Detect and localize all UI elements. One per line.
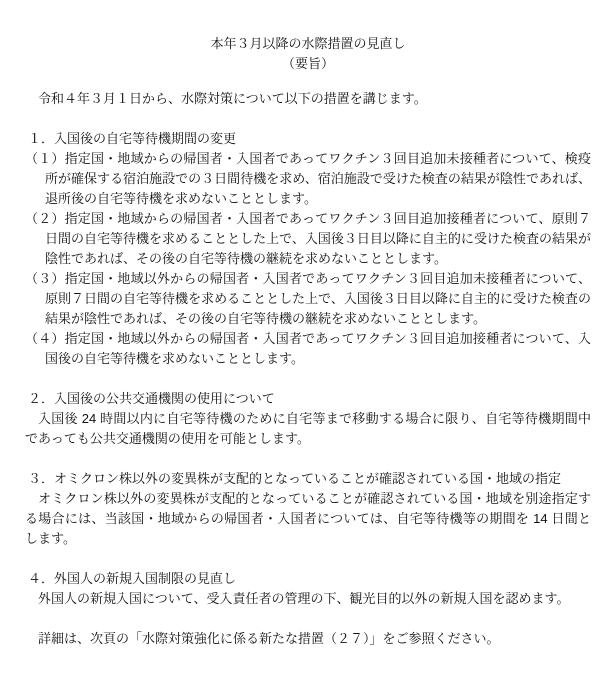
section-1-item-2: （２）指定国・地域からの帰国者・入国者であってワクチン３回目追加接種者について、原則７日間の自宅等待機を求めることとした上で、入国後３日目以降に自主的に受けた検査の結果が陰性であれば、その後の自宅等待機の継続を求めないこととします。 [25, 211, 591, 266]
section-1-item-3: （３）指定国・地域以外からの帰国者・入国者であってワクチン３回目追加未接種者について、原則７日間の自宅等待機を求めることとした上で、入国後３日目以降に自主的に受けた検査の結果が陰性であれば、その後の自宅等待機の継続を求めないこととします。 [25, 271, 591, 326]
intro-paragraph: 令和４年３月１日から、水際対策について以下の措置を講じます。 [38, 91, 427, 106]
section-2-heading: ２．入国後の公共交通機関の使用について [28, 391, 275, 406]
footer-note: 詳細は、次頁の「水際対策強化に係る新たな措置（２７）」をご参照ください。 [38, 631, 500, 646]
section-1-heading: １．入国後の自宅等待機期間の変更 [28, 131, 237, 146]
section-4-heading: ４．外国人の新規入国制限の見直し [28, 571, 237, 586]
section-public-transport [25, 389, 591, 449]
document-title: 本年３月以降の水際措置の見直し [210, 36, 406, 51]
section-1-item-4: （４）指定国・地域以外からの帰国者・入国者であってワクチン３回目追加接種者について、入国後の自宅等待機を求めないこととします。 [25, 331, 591, 366]
document-subtitle: （要旨） [281, 56, 334, 71]
document-body [25, 34, 591, 649]
section-quarantine-period [25, 129, 591, 369]
section-new-entry-restriction [25, 569, 591, 609]
section-4-body: 外国人の新規入国について、受入責任者の管理の下、観光目的以外の新規入国を認めます。 [38, 591, 570, 606]
section-2-body: 入国後 24 時間以内に自宅等待機のために自宅等まで移動する場合に限り、自宅等待機期間中であっても公共交通機関の使用を可能とします。 [25, 411, 591, 446]
section-3-body: オミクロン株以外の変異株が支配的となっていることが確認されている国・地域を別途指定する場合には、当該国・地域からの帰国者・入国者については、自宅等待機等の期間を 14 日間とします。 [25, 491, 591, 546]
section-1-item-1: （１）指定国・地域からの帰国者・入国者であってワクチン３回目追加未接種者について、検疫所が確保する宿泊施設での３日間待機を求め、宿泊施設で受けた検査の結果が陰性であれば、退所後の自宅等待機を求めないこととします。 [25, 151, 591, 206]
section-variant-designation [25, 469, 591, 549]
section-3-heading: ３．オミクロン株以外の変異株が支配的となっていることが確認されている国・地域の指定 [28, 471, 562, 486]
